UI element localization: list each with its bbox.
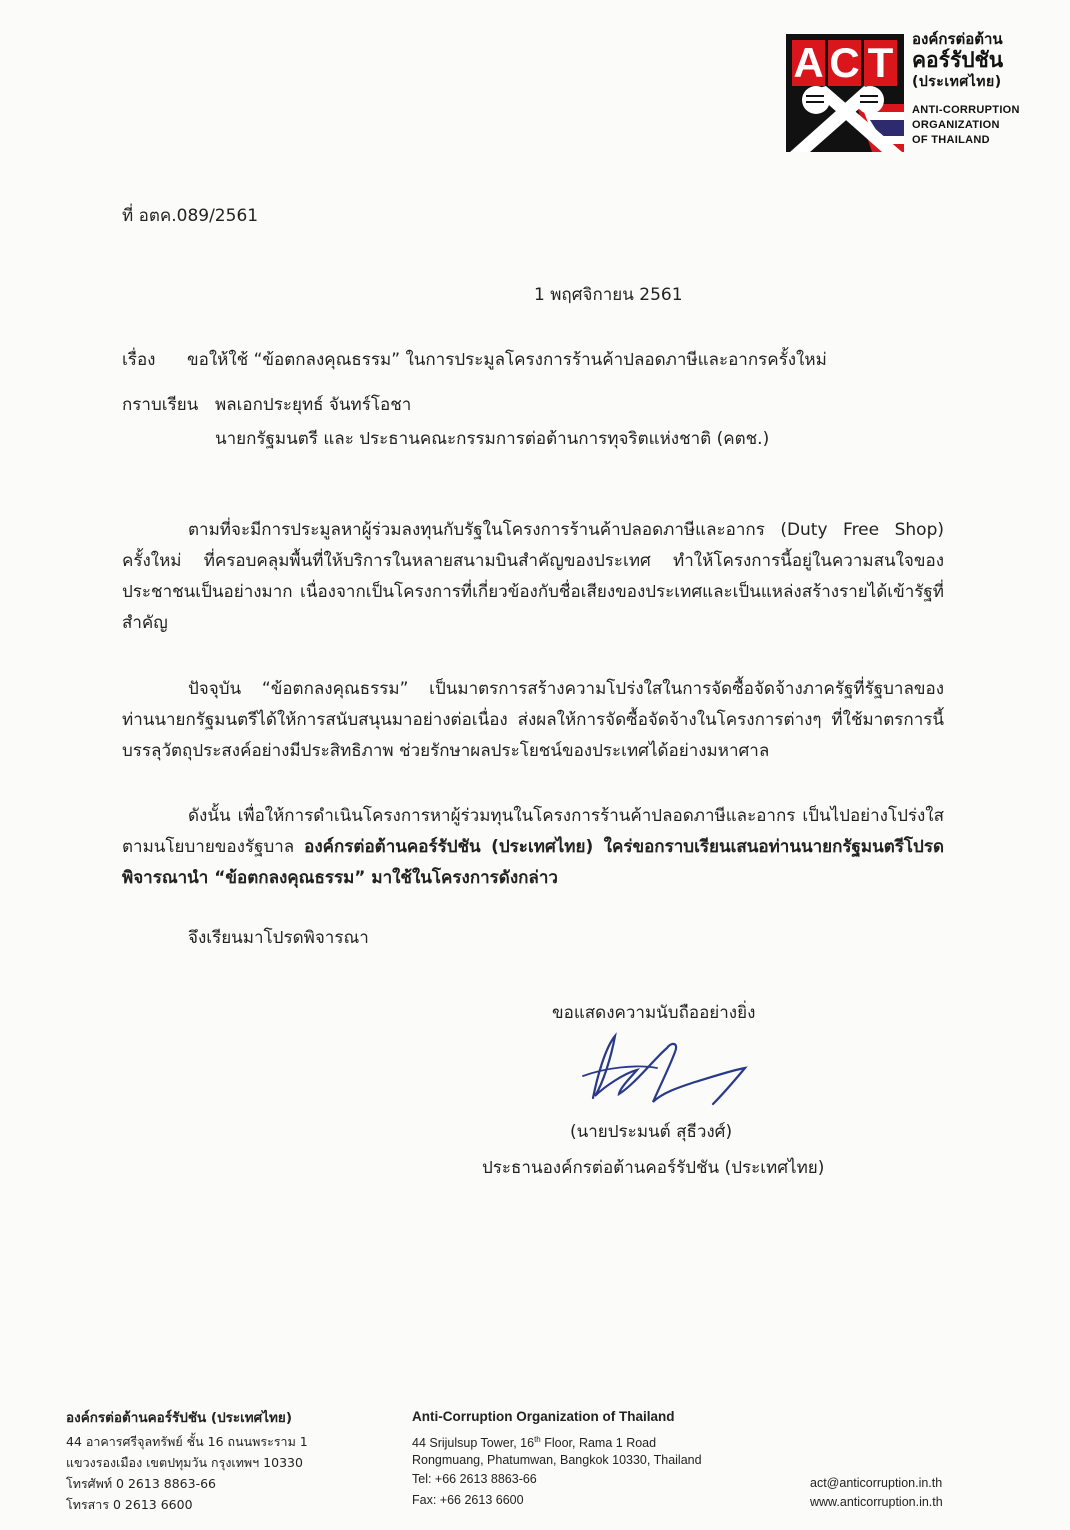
footer-email-link[interactable]: act@anticorruption.in.th — [810, 1476, 943, 1490]
logo-letter-c: C — [829, 39, 860, 86]
body-paragraph-3-text: ดังนั้น เพื่อให้การดำเนินโครงการหาผู้ร่วมทุนในโครงการร้านค้าปลอดภาษีและอากร เป็นไปอย่างโปร่งใสตามนโยบายของรัฐบาล — [122, 806, 944, 857]
subject-text: ขอให้ใช้ “ข้อตกลงคุณธรรม” ในการประมูลโครงการร้านค้าปลอดภาษีและอากรครั้งใหม่ — [187, 350, 827, 370]
footer-address-superscript: th — [534, 1435, 541, 1444]
letter-date: 1 พฤศจิกายน 2561 — [534, 285, 683, 305]
act-logo — [786, 30, 1018, 154]
logo-english-line2: ORGANIZATION — [912, 119, 1000, 131]
body-paragraph-2: ปัจจุบัน “ข้อตกลงคุณธรรม” เป็นมาตรการสร้างความโปร่งใสในการจัดซื้อจัดจ้างภาครัฐที่รัฐบาลของท่านนายกรัฐมนตรีได้ให้การสนับสนุนมาอย่างต่อเนื่อง ส่งผลให้การจัดซื้อจัดจ้างในโครงการต่างๆ ที่ใช้มาตรการนี้บรรลุวัตถุประสงค์อย่างมีประสิทธิภาพ ช่วยรักษาผลประโยชน์ของประเทศได้อย่างมหาศาล — [122, 679, 944, 761]
body-paragraph-3-bold-request: องค์กรต่อต้านคอร์รัปชัน (ประเทศไทย) ใคร่ขอกราบเรียนเสนอท่านนายกรัฐมนตรีโปรดพิจารณานำ “ข้อตกลงคุณธรรม” มาใช้ในโครงการดังกล่าว — [122, 837, 944, 888]
footer-english-address-line2: Rongmuang, Phatumwan, Bangkok 10330, Thailand — [412, 1453, 702, 1467]
footer-english-org-name: Anti-Corruption Organization of Thailand — [412, 1409, 675, 1424]
handwritten-signature — [575, 1028, 755, 1108]
footer-thai-fax: โทรสาร 0 2613 6600 — [66, 1497, 193, 1512]
act-logo-text — [912, 30, 1018, 148]
logo-english-line3: OF THAILAND — [912, 134, 990, 146]
act-logo-emblem — [786, 34, 904, 152]
footer-address-part: 44 Srijulsup Tower, 16 — [412, 1436, 535, 1451]
act-letters — [792, 40, 897, 88]
body-paragraph-3 — [122, 801, 944, 894]
footer-thai-address-line1: 44 อาคารศรีจุลทรัพย์ ชั้น 16 ถนนพระราม 1 — [66, 1434, 308, 1449]
logo-english-line1: ANTI-CORRUPTION — [912, 104, 1020, 116]
crossed-fists-icon — [786, 86, 904, 152]
footer-address-part: Floor, Rama 1 Road — [540, 1436, 657, 1451]
footer-website-link[interactable]: www.anticorruption.in.th — [810, 1495, 943, 1509]
footer-english-phone: Tel: +66 2613 8863-66 — [412, 1472, 537, 1486]
recipient-name: พลเอกประยุทธ์ จันทร์โอชา — [215, 395, 412, 415]
signatory-position: ประธานองค์กรต่อต้านคอร์รัปชัน (ประเทศไทย) — [482, 1158, 825, 1178]
signatory-name: (นายประมนต์ สุธีวงศ์) — [570, 1122, 733, 1142]
subject-label: เรื่อง — [122, 350, 156, 370]
reference-number: ที่ อตค.089/2561 — [122, 206, 259, 226]
recipient-label: กราบเรียน — [122, 395, 199, 415]
logo-thai-line2: คอร์รัปชัน — [912, 48, 1004, 72]
logo-letter-a: A — [793, 39, 824, 86]
closing-line: จึงเรียนมาโปรดพิจารณา — [188, 928, 369, 948]
regards-line: ขอแสดงความนับถืออย่างยิ่ง — [552, 1003, 756, 1023]
footer-english-fax: Fax: +66 2613 6600 — [412, 1493, 524, 1507]
recipient-title: นายกรัฐมนตรี และ ประธานคณะกรรมการต่อต้านการทุจริตแห่งชาติ (คตช.) — [215, 429, 770, 449]
logo-thai-line1: องค์กรต่อต้าน — [912, 30, 1003, 48]
logo-letter-t: T — [864, 40, 897, 86]
logo-thai-line3: (ประเทศไทย) — [912, 74, 1002, 90]
body-paragraph-1: ตามที่จะมีการประมูลหาผู้ร่วมลงทุนกับรัฐในโครงการร้านค้าปลอดภาษีและอากร (Duty Free Shop) ครั้งใหม่ ที่ครอบคลุมพื้นที่ให้บริการในหลายสนามบินสำคัญของประเทศ ทำให้โครงการนี้อยู่ในความสนใจของประชาชนเป็นอย่างมาก เนื่องจากเป็นโครงการที่เกี่ยวข้องกับชื่อเสียงของประเทศและเป็นแหล่งสร้างรายได้เข้ารัฐที่สำคัญ — [122, 520, 944, 633]
footer-thai-org-name: องค์กรต่อต้านคอร์รัปชัน (ประเทศไทย) — [66, 1410, 292, 1426]
footer-thai-address-line2: แขวงรองเมือง เขตปทุมวัน กรุงเทพฯ 10330 — [66, 1455, 303, 1470]
footer-thai-phone: โทรศัพท์ 0 2613 8863-66 — [66, 1476, 216, 1491]
